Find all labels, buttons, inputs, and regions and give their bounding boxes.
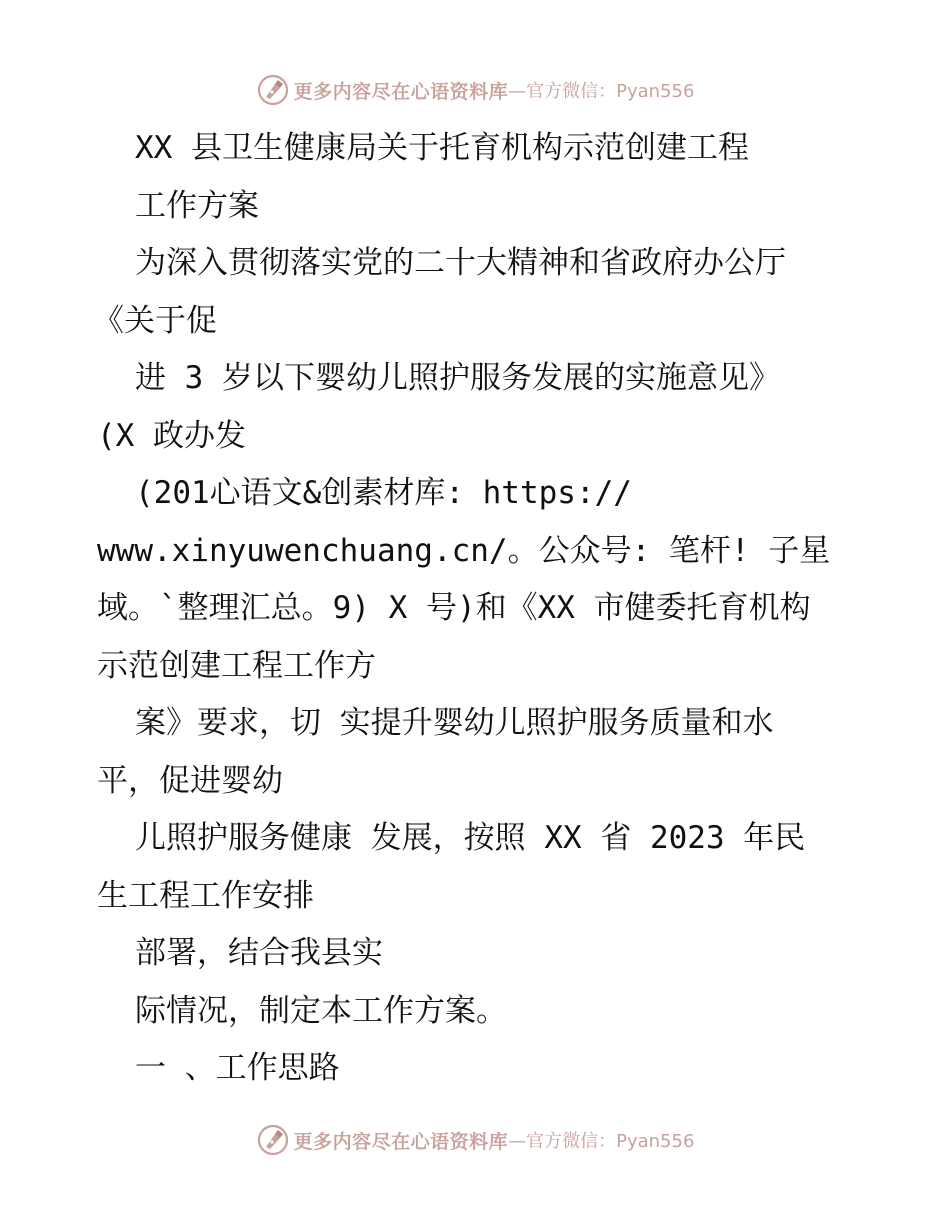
- watermark-banner-bottom: [0, 1120, 950, 1160]
- document-line: 为深入贯彻落实党的二十大精神和省政府办公厅: [135, 245, 786, 281]
- pen-nib-logo-icon: [256, 1123, 290, 1157]
- document-line: 工作方案: [135, 187, 259, 224]
- document-line: (X 政办发: [97, 417, 246, 454]
- watermark-text: 更多内容尽在心语资料库: [293, 1130, 509, 1153]
- section-heading: 一 、工作思路: [135, 1050, 340, 1086]
- document-line: XX 县卫生健康局关于托育机构示范创建工程: [135, 130, 749, 166]
- document-line: 儿照护服务健康 发展，按照 XX 省 2023 年民: [135, 820, 806, 856]
- watermark-wechat: —官方微信：Pyan556: [508, 81, 695, 102]
- document-line: 《关于促: [93, 302, 217, 339]
- document-body: [93, 120, 867, 1098]
- document-line: 生工程工作安排: [97, 877, 314, 914]
- document-line: www.xinyuwenchuang.cn/。公众号: 笔杆! 子星: [97, 532, 831, 569]
- document-line: (201心语文&创素材库: https://: [135, 475, 632, 511]
- document-line: 际情况，制定本工作方案。: [135, 992, 507, 1029]
- document-line: 案》要求，切 实提升婴幼儿照护服务质量和水: [135, 705, 774, 741]
- document-line: 域。`整理汇总。9) X 号)和《XX 市健委托育机构: [97, 590, 811, 626]
- watermark-wechat: —官方微信：Pyan556: [508, 1131, 695, 1152]
- watermark-text: 更多内容尽在心语资料库: [293, 80, 509, 103]
- pen-nib-logo-icon: [256, 73, 290, 107]
- watermark-banner-top: [0, 70, 950, 110]
- document-line: 进 3 岁以下婴幼儿照护服务发展的实施意见》: [135, 360, 780, 396]
- document-line: 平，促进婴幼: [97, 762, 283, 799]
- document-line: 示范创建工程工作方: [97, 647, 376, 684]
- document-line: 部署，结合我县实: [135, 935, 383, 971]
